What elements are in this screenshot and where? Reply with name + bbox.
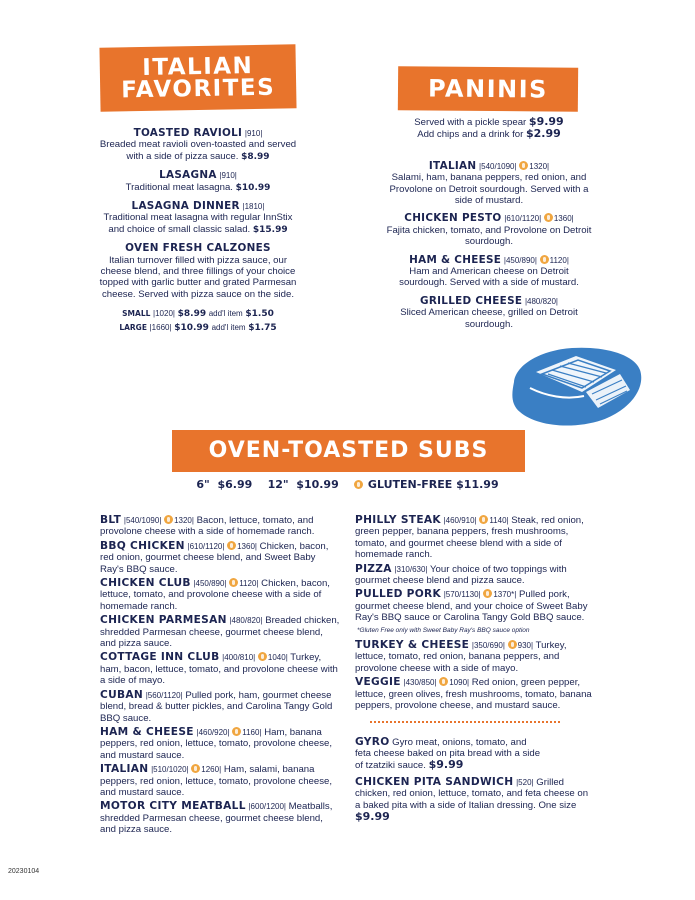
item-description: Your choice of two toppings with gourmet cheese blend and pizza sauce. xyxy=(355,563,567,587)
item-description: Ham, salami, banana peppers, red onion, lettuce, tomato, provolone cheese, and mustard sauce. xyxy=(100,764,332,798)
gf-calories: 1370*| xyxy=(493,590,517,600)
calzone-sizes xyxy=(98,307,298,335)
menu-item xyxy=(100,690,340,724)
paninis-intro-price1: $9.99 xyxy=(528,115,564,128)
item-calories: |480/820| xyxy=(229,616,263,626)
size-price: $10.99 xyxy=(174,323,209,334)
item-name: OVEN FRESH CALZONES xyxy=(125,242,271,255)
italian-favorites-banner xyxy=(99,44,296,111)
size-label: LARGE xyxy=(119,323,147,333)
item-calories: |450/890| xyxy=(503,255,537,265)
gf-calories: 1260| xyxy=(201,765,222,775)
menu-item xyxy=(355,564,595,587)
item-calories: |570/1130| xyxy=(443,590,481,600)
gf-calories: 1120| xyxy=(239,579,259,589)
item-name: MOTOR CITY MEATBALL xyxy=(100,800,246,813)
item-calories: |510/1020| xyxy=(151,765,189,775)
gf-calories: 1320| xyxy=(174,516,194,525)
gf-calories: 1040| xyxy=(267,653,288,663)
item-description: Traditional meat lasagna with regular InnStix and choice of small classic salad. xyxy=(103,212,293,235)
item-description: Turkey, ham, bacon, lettuce, tomato, and provolone cheese with a side of mayo. xyxy=(100,652,338,687)
gf-calories: 930| xyxy=(517,641,534,651)
item-description: Meatballs, shredded Parmesan cheese, gourmet cheese blend, and pizza sauce. xyxy=(100,801,333,836)
size-6-label: 6" xyxy=(196,478,210,491)
item-description: Chicken, bacon, red onion, gourmet cheese blend, and Sweet Baby Ray's BBQ sauce. xyxy=(100,540,329,575)
menu-item xyxy=(355,777,595,824)
paninis-intro-line1: Served with a pickle spear xyxy=(414,117,527,128)
gluten-free-icon xyxy=(229,578,238,587)
item-name: LASAGNA DINNER xyxy=(131,200,240,213)
item-name: TURKEY & CHEESE xyxy=(355,639,470,652)
size-6-price: $6.99 xyxy=(217,478,253,491)
paninis-intro-price2: $2.99 xyxy=(526,127,561,141)
item-calories: |910| xyxy=(244,129,263,138)
item-calories: |540/1090| xyxy=(479,161,517,171)
item-description: Pulled pork, ham, gourmet cheese blend, bread & butter pickles, and Carolina Tangy Gold BBQ sauce. xyxy=(100,689,333,724)
item-price: $9.99 xyxy=(428,758,464,772)
item-name: CHICKEN PARMESAN xyxy=(100,614,227,627)
item-description: Gyro meat, onions, tomato, and feta cheese baked on pita bread with a side of tzatziki sauce. xyxy=(355,736,541,772)
gluten-free-footnote: *Gluten Free only with Sweet Baby Ray's BBQ sauce option xyxy=(357,626,530,634)
size-12-label: 12" xyxy=(267,478,289,491)
gf-calories: 1090| xyxy=(449,678,470,688)
item-description: Fajita chicken, tomato, and Provolone on Detroit sourdough. xyxy=(386,224,592,248)
subs-size-prices xyxy=(0,478,695,491)
item-calories: |1810| xyxy=(242,202,265,212)
item-calories: |400/810| xyxy=(222,653,256,663)
addl-item-label: add'l item xyxy=(208,309,243,319)
paninis-banner xyxy=(398,66,578,112)
item-name: TOASTED RAVIOLI xyxy=(133,127,243,139)
gf-calories: 1160| xyxy=(242,727,262,737)
menu-item xyxy=(100,764,340,798)
size-12-price: $10.99 xyxy=(296,478,339,491)
gluten-free-icon xyxy=(191,764,200,773)
addl-item-price: $1.50 xyxy=(245,309,274,320)
item-calories: |460/910| xyxy=(443,516,477,525)
menu-item xyxy=(98,201,298,236)
dotted-divider xyxy=(370,721,560,723)
item-calories: |540/1090| xyxy=(123,516,162,525)
item-name: CHICKEN PESTO xyxy=(404,212,502,225)
item-name: HAM & CHEESE xyxy=(409,253,502,266)
gluten-free-price: $11.99 xyxy=(456,478,499,491)
footer-code: 20230104 xyxy=(8,868,40,875)
menu-item xyxy=(355,677,595,711)
item-description: Bacon, lettuce, tomato, and provolone cheese with a side of homemade ranch. xyxy=(100,515,315,538)
menu-item xyxy=(355,737,545,772)
gluten-free-icon xyxy=(544,213,553,222)
gluten-free-icon xyxy=(519,161,528,170)
item-name: BBQ CHICKEN xyxy=(100,539,185,552)
size-calories: |1660| xyxy=(149,323,172,333)
paninis-section xyxy=(384,116,594,337)
paninis-intro xyxy=(384,116,594,141)
item-name: PULLED PORK xyxy=(355,588,442,601)
item-calories: |350/690| xyxy=(471,641,505,651)
item-price: $15.99 xyxy=(252,224,288,235)
item-name: CUBAN xyxy=(100,688,144,701)
item-calories: |610/1120| xyxy=(187,541,225,551)
gluten-free-icon xyxy=(479,515,488,524)
menu-item xyxy=(384,296,594,330)
gluten-free-icon xyxy=(508,640,517,649)
gluten-free-icon xyxy=(227,541,236,550)
item-calories: |560/1120| xyxy=(145,690,183,700)
item-description: Sliced American cheese, grilled on Detroit sourdough. xyxy=(400,307,578,330)
item-description: Ham and American cheese on Detroit sourdough. Served with a side of mustard. xyxy=(399,266,579,289)
gf-calories: 1360| xyxy=(553,214,574,224)
item-description: Turkey, lettuce, tomato, red onion, banana peppers, and provolone cheese with a side of mayo. xyxy=(355,640,567,674)
item-description: Steak, red onion, green pepper, banana peppers, fresh mushrooms, tomato, and gourmet cheese blend with a side of homemade ranch. xyxy=(355,515,584,561)
size-price: $8.99 xyxy=(177,309,207,320)
item-name: LASAGNA xyxy=(159,169,217,182)
item-description: Red onion, green pepper, lettuce, green olives, fresh mushrooms, tomato, banana peppers, provolone cheese, and mustard sauce. xyxy=(355,677,592,712)
gluten-free-icon xyxy=(258,652,267,661)
menu-item xyxy=(355,515,595,561)
menu-item xyxy=(100,615,340,649)
menu-item xyxy=(100,578,340,612)
menu-item xyxy=(100,727,340,761)
menu-item xyxy=(384,161,594,207)
subs-left-column xyxy=(100,515,340,839)
paninis-banner-title: PANINIS xyxy=(427,74,549,104)
size-label: SMALL xyxy=(122,309,151,319)
menu-item xyxy=(98,128,298,163)
menu-item xyxy=(100,515,340,538)
gluten-free-icon xyxy=(540,255,549,264)
menu-item xyxy=(98,243,298,300)
size-calories: |1020| xyxy=(153,309,175,319)
item-calories: |430/850| xyxy=(403,678,437,688)
item-description: Chicken, bacon, lettuce, tomato, and provolone cheese with a side of homemade ranch. xyxy=(100,578,330,612)
item-calories: |600/1200| xyxy=(248,802,286,812)
menu-item xyxy=(100,541,340,575)
item-calories: |460/920| xyxy=(196,727,230,737)
italian-banner-line1: ITALIAN xyxy=(142,53,254,81)
item-name: GRILLED CHEESE xyxy=(419,294,523,307)
gluten-free-label: GLUTEN-FREE xyxy=(367,478,453,491)
size-row-small xyxy=(98,307,298,321)
item-description: Grilled chicken, red onion, lettuce, tomato, and feta cheese on a baked pita with a side of Italian dressing. One size xyxy=(355,776,589,811)
item-name: VEGGIE xyxy=(355,676,401,689)
paninis-intro-line2: Add chips and a drink for xyxy=(417,129,524,141)
menu-item xyxy=(384,255,594,289)
item-calories: |480/820| xyxy=(524,296,559,306)
item-price: $10.99 xyxy=(235,182,271,193)
item-name: BLT xyxy=(100,514,122,526)
item-calories: |450/890| xyxy=(193,579,227,589)
subs-banner-title: OVEN-TOASTED SUBS xyxy=(208,438,489,463)
addl-item-price: $1.75 xyxy=(248,323,277,334)
item-name: CHICKEN PITA SANDWICH xyxy=(355,775,514,788)
item-name: PHILLY STEAK xyxy=(355,514,441,526)
gf-calories: 1360| xyxy=(237,541,257,551)
gluten-free-icon xyxy=(354,480,363,489)
gluten-free-icon xyxy=(439,677,448,686)
item-name: HAM & CHEESE xyxy=(100,725,194,738)
italian-favorites-section xyxy=(98,128,298,335)
item-description: Breaded chicken, shredded Parmesan cheese, gourmet cheese blend, and pizza sauce. xyxy=(100,615,340,650)
item-description: Italian turnover filled with pizza sauce, our cheese blend, and three fillings of your choice topped with garlic butter and grated Parmesan cheese. Served with pizza sauce on the side. xyxy=(99,254,297,300)
item-name: ITALIAN xyxy=(100,763,149,776)
panini-illustration xyxy=(506,330,646,430)
italian-banner-line2: FAVORITES xyxy=(120,74,276,104)
item-calories: |610/1120| xyxy=(504,214,542,224)
size-row-large xyxy=(98,321,298,335)
item-price: $9.99 xyxy=(355,809,390,823)
item-description: Ham, banana peppers, red onion, lettuce, tomato, provolone cheese, and mustard sauce. xyxy=(100,726,332,761)
item-calories: |520| xyxy=(516,777,534,787)
menu-item xyxy=(100,801,340,835)
item-description: Breaded meat ravioli oven-toasted and served with a side of pizza sauce. xyxy=(99,139,297,162)
item-name: GYRO xyxy=(355,735,390,748)
item-description: Traditional meat lasagna. xyxy=(125,181,233,193)
item-calories: |910| xyxy=(219,171,237,181)
menu-item xyxy=(355,589,595,623)
menu-item xyxy=(355,640,595,674)
gluten-free-icon xyxy=(483,589,492,598)
subs-banner xyxy=(172,430,525,472)
item-description: Pulled pork, gourmet cheese blend, and your choice of Sweet Baby Ray's BBQ sauce or Carolina Tangy Gold BBQ sauce. xyxy=(355,589,588,624)
gluten-free-icon xyxy=(232,727,241,736)
menu-item xyxy=(100,652,340,686)
item-calories: |310/630| xyxy=(394,564,428,574)
gf-calories: 1320| xyxy=(529,161,550,171)
menu-item xyxy=(98,170,298,194)
gf-calories: 1140| xyxy=(489,516,509,525)
gluten-free-icon xyxy=(164,515,173,524)
item-name: CHICKEN CLUB xyxy=(100,577,191,590)
subs-right-column xyxy=(355,515,595,826)
item-description: Salami, ham, banana peppers, red onion, and Provolone on Detroit sourdough. Served with a side of mustard. xyxy=(389,172,589,207)
item-name: PIZZA xyxy=(355,562,392,575)
item-name: COTTAGE INN CLUB xyxy=(100,651,220,664)
item-price: $8.99 xyxy=(241,151,270,162)
menu-item xyxy=(384,213,594,247)
addl-item-label: add'l item xyxy=(211,323,246,333)
gf-calories: 1120| xyxy=(549,255,569,265)
item-name: ITALIAN xyxy=(428,159,477,172)
